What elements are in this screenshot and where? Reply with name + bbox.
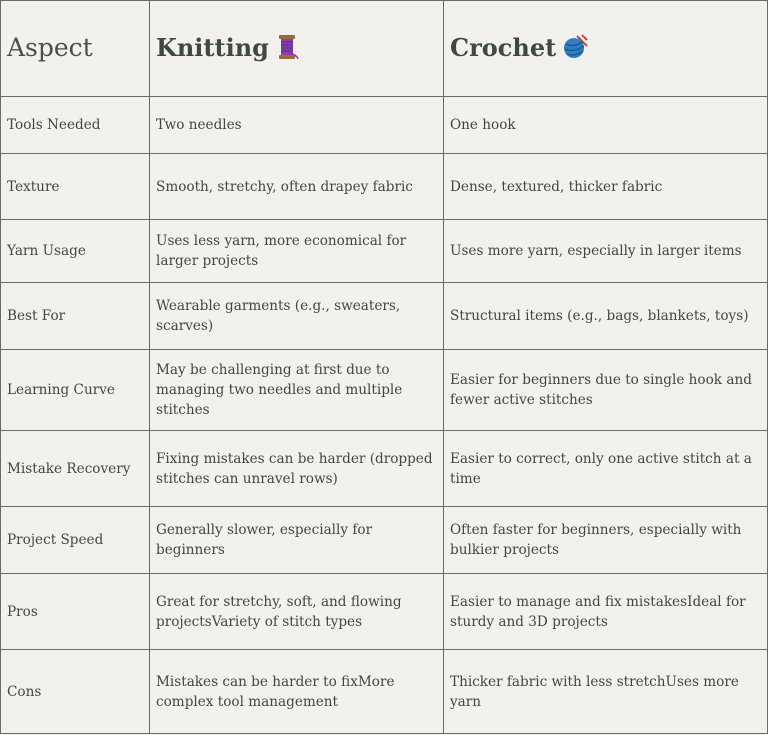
aspect-cell: Learning Curve xyxy=(1,349,150,430)
table-row xyxy=(1,574,768,650)
knitting-cell: Generally slower, especially for beginners xyxy=(150,506,444,573)
aspect-cell: Mistake Recovery xyxy=(1,431,150,506)
aspect-cell: Texture xyxy=(1,153,150,219)
table-row xyxy=(1,650,768,734)
crochet-cell: Often faster for beginners, especially with bulkier projects xyxy=(444,506,768,573)
table-row xyxy=(1,96,768,153)
table-header-row xyxy=(1,1,768,97)
knitting-cell: Mistakes can be harder to fixMore complex tool management xyxy=(150,650,444,734)
knitting-cell: Smooth, stretchy, often drapey fabric xyxy=(150,153,444,219)
table-row xyxy=(1,506,768,573)
header-crochet-label: Crochet xyxy=(450,33,557,63)
crochet-cell: Structural items (e.g., bags, blankets, toys) xyxy=(444,282,768,349)
table-row xyxy=(1,153,768,219)
yarn-ball-icon xyxy=(562,34,588,62)
table-row xyxy=(1,349,768,430)
knitting-cell: Uses less yarn, more economical for larger projects xyxy=(150,220,444,282)
crochet-cell: Thicker fabric with less stretchUses more yarn xyxy=(444,650,768,734)
aspect-cell: Project Speed xyxy=(1,506,150,573)
aspect-cell: Tools Needed xyxy=(1,96,150,153)
knitting-cell: Wearable garments (e.g., sweaters, scarves) xyxy=(150,282,444,349)
aspect-cell: Yarn Usage xyxy=(1,220,150,282)
aspect-cell: Best For xyxy=(1,282,150,349)
knitting-cell: Fixing mistakes can be harder (dropped stitches can unravel rows) xyxy=(150,431,444,506)
knitting-cell: May be challenging at first due to managing two needles and multiple stitches xyxy=(150,349,444,430)
header-knitting-label: Knitting xyxy=(156,33,269,63)
header-knitting xyxy=(150,1,444,97)
header-aspect: Aspect xyxy=(1,1,150,97)
table-row xyxy=(1,220,768,282)
aspect-cell: Cons xyxy=(1,650,150,734)
knitting-cell: Two needles xyxy=(150,96,444,153)
table-row xyxy=(1,431,768,506)
crochet-cell: Easier to manage and fix mistakesIdeal for sturdy and 3D projects xyxy=(444,574,768,650)
knitting-cell: Great for stretchy, soft, and flowing projectsVariety of stitch types xyxy=(150,574,444,650)
header-crochet xyxy=(444,1,768,97)
crochet-cell: One hook xyxy=(444,96,768,153)
crochet-cell: Uses more yarn, especially in larger items xyxy=(444,220,768,282)
crochet-cell: Dense, textured, thicker fabric xyxy=(444,153,768,219)
thread-spool-icon xyxy=(275,34,299,62)
aspect-cell: Pros xyxy=(1,574,150,650)
table-row xyxy=(1,282,768,349)
crochet-cell: Easier to correct, only one active stitch at a time xyxy=(444,431,768,506)
crochet-cell: Easier for beginners due to single hook and fewer active stitches xyxy=(444,349,768,430)
